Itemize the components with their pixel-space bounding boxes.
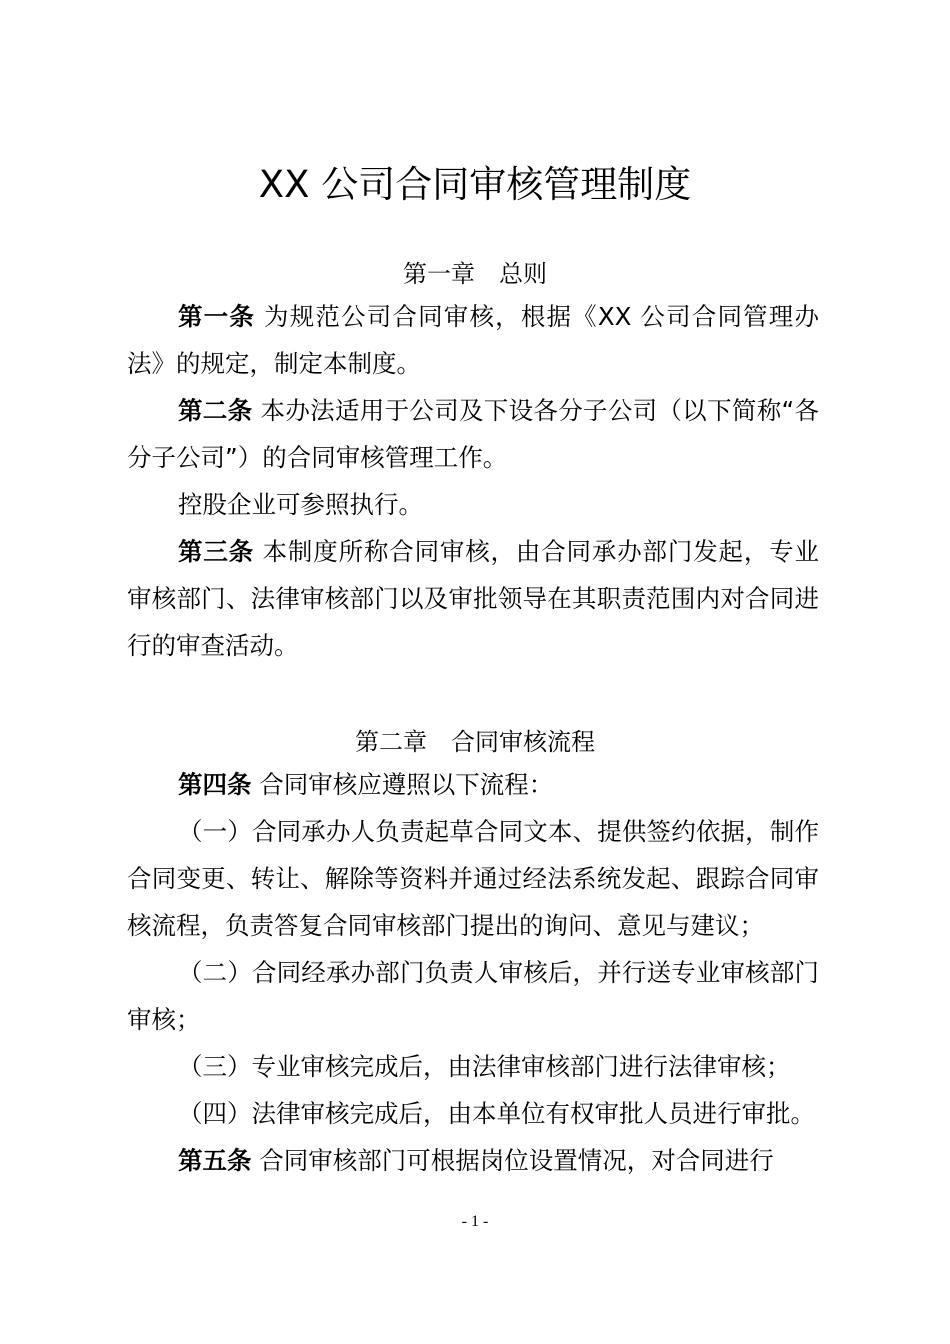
article-text: 为规范公司合同审核，根据《XX 公司合同管理办法》的规定，制定本制度。 bbox=[127, 302, 819, 378]
article-label: 第一条 bbox=[178, 302, 256, 331]
article-4 bbox=[127, 761, 819, 808]
article-4-item-1 bbox=[127, 808, 819, 949]
page-number: - 1 - bbox=[461, 1213, 489, 1230]
article-text: 合同审核部门可根据岗位设置情况，对合同进行 bbox=[251, 1146, 774, 1175]
article-2 bbox=[127, 387, 819, 481]
chapter-1-heading: 第一章 总则 bbox=[403, 260, 547, 288]
article-label: 第三条 bbox=[178, 537, 254, 566]
article-text: 控股企业可参照执行。 bbox=[178, 490, 423, 519]
article-4-item-3 bbox=[127, 1043, 819, 1090]
article-text: （一）合同承办人负责起草合同文本、提供签约依据，制作合同变更、转让、解除等资料并通过经法系统发起、跟踪合同审核流程，负责答复合同审核部门提出的询问、意见与建议； bbox=[127, 817, 819, 940]
article-text: （三）专业审核完成后，由法律审核部门进行法律审核； bbox=[178, 1052, 791, 1081]
article-text: （二）合同经承办部门负责人审核后，并行送专业审核部门审核； bbox=[127, 958, 819, 1034]
article-3 bbox=[127, 528, 819, 669]
article-label: 第五条 bbox=[178, 1146, 252, 1175]
chapter-2-heading: 第二章 合同审核流程 bbox=[355, 728, 595, 756]
article-label: 第四条 bbox=[178, 770, 252, 799]
document-title: XX 公司合同审核管理制度 bbox=[258, 163, 692, 206]
article-label: 第二条 bbox=[178, 396, 253, 425]
article-4-item-4 bbox=[127, 1090, 819, 1137]
article-2-note bbox=[127, 481, 819, 528]
article-1 bbox=[127, 293, 819, 387]
article-text: （四）法律审核完成后，由本单位有权审批人员进行审批。 bbox=[178, 1099, 815, 1128]
article-text: 本办法适用于公司及下设各分子公司（以下简称“各分子公司”）的合同审核管理工作。 bbox=[127, 396, 820, 472]
chapter-2-body bbox=[127, 761, 819, 1184]
article-text: 本制度所称合同审核，由合同承办部门发起，专业审核部门、法律审核部门以及审批领导在其职责范围内对合同进行的审查活动。 bbox=[127, 537, 819, 660]
article-5 bbox=[127, 1137, 819, 1184]
chapter-1-body bbox=[127, 293, 819, 669]
article-text: 合同审核应遵照以下流程： bbox=[251, 770, 554, 799]
article-4-item-2 bbox=[127, 949, 819, 1043]
